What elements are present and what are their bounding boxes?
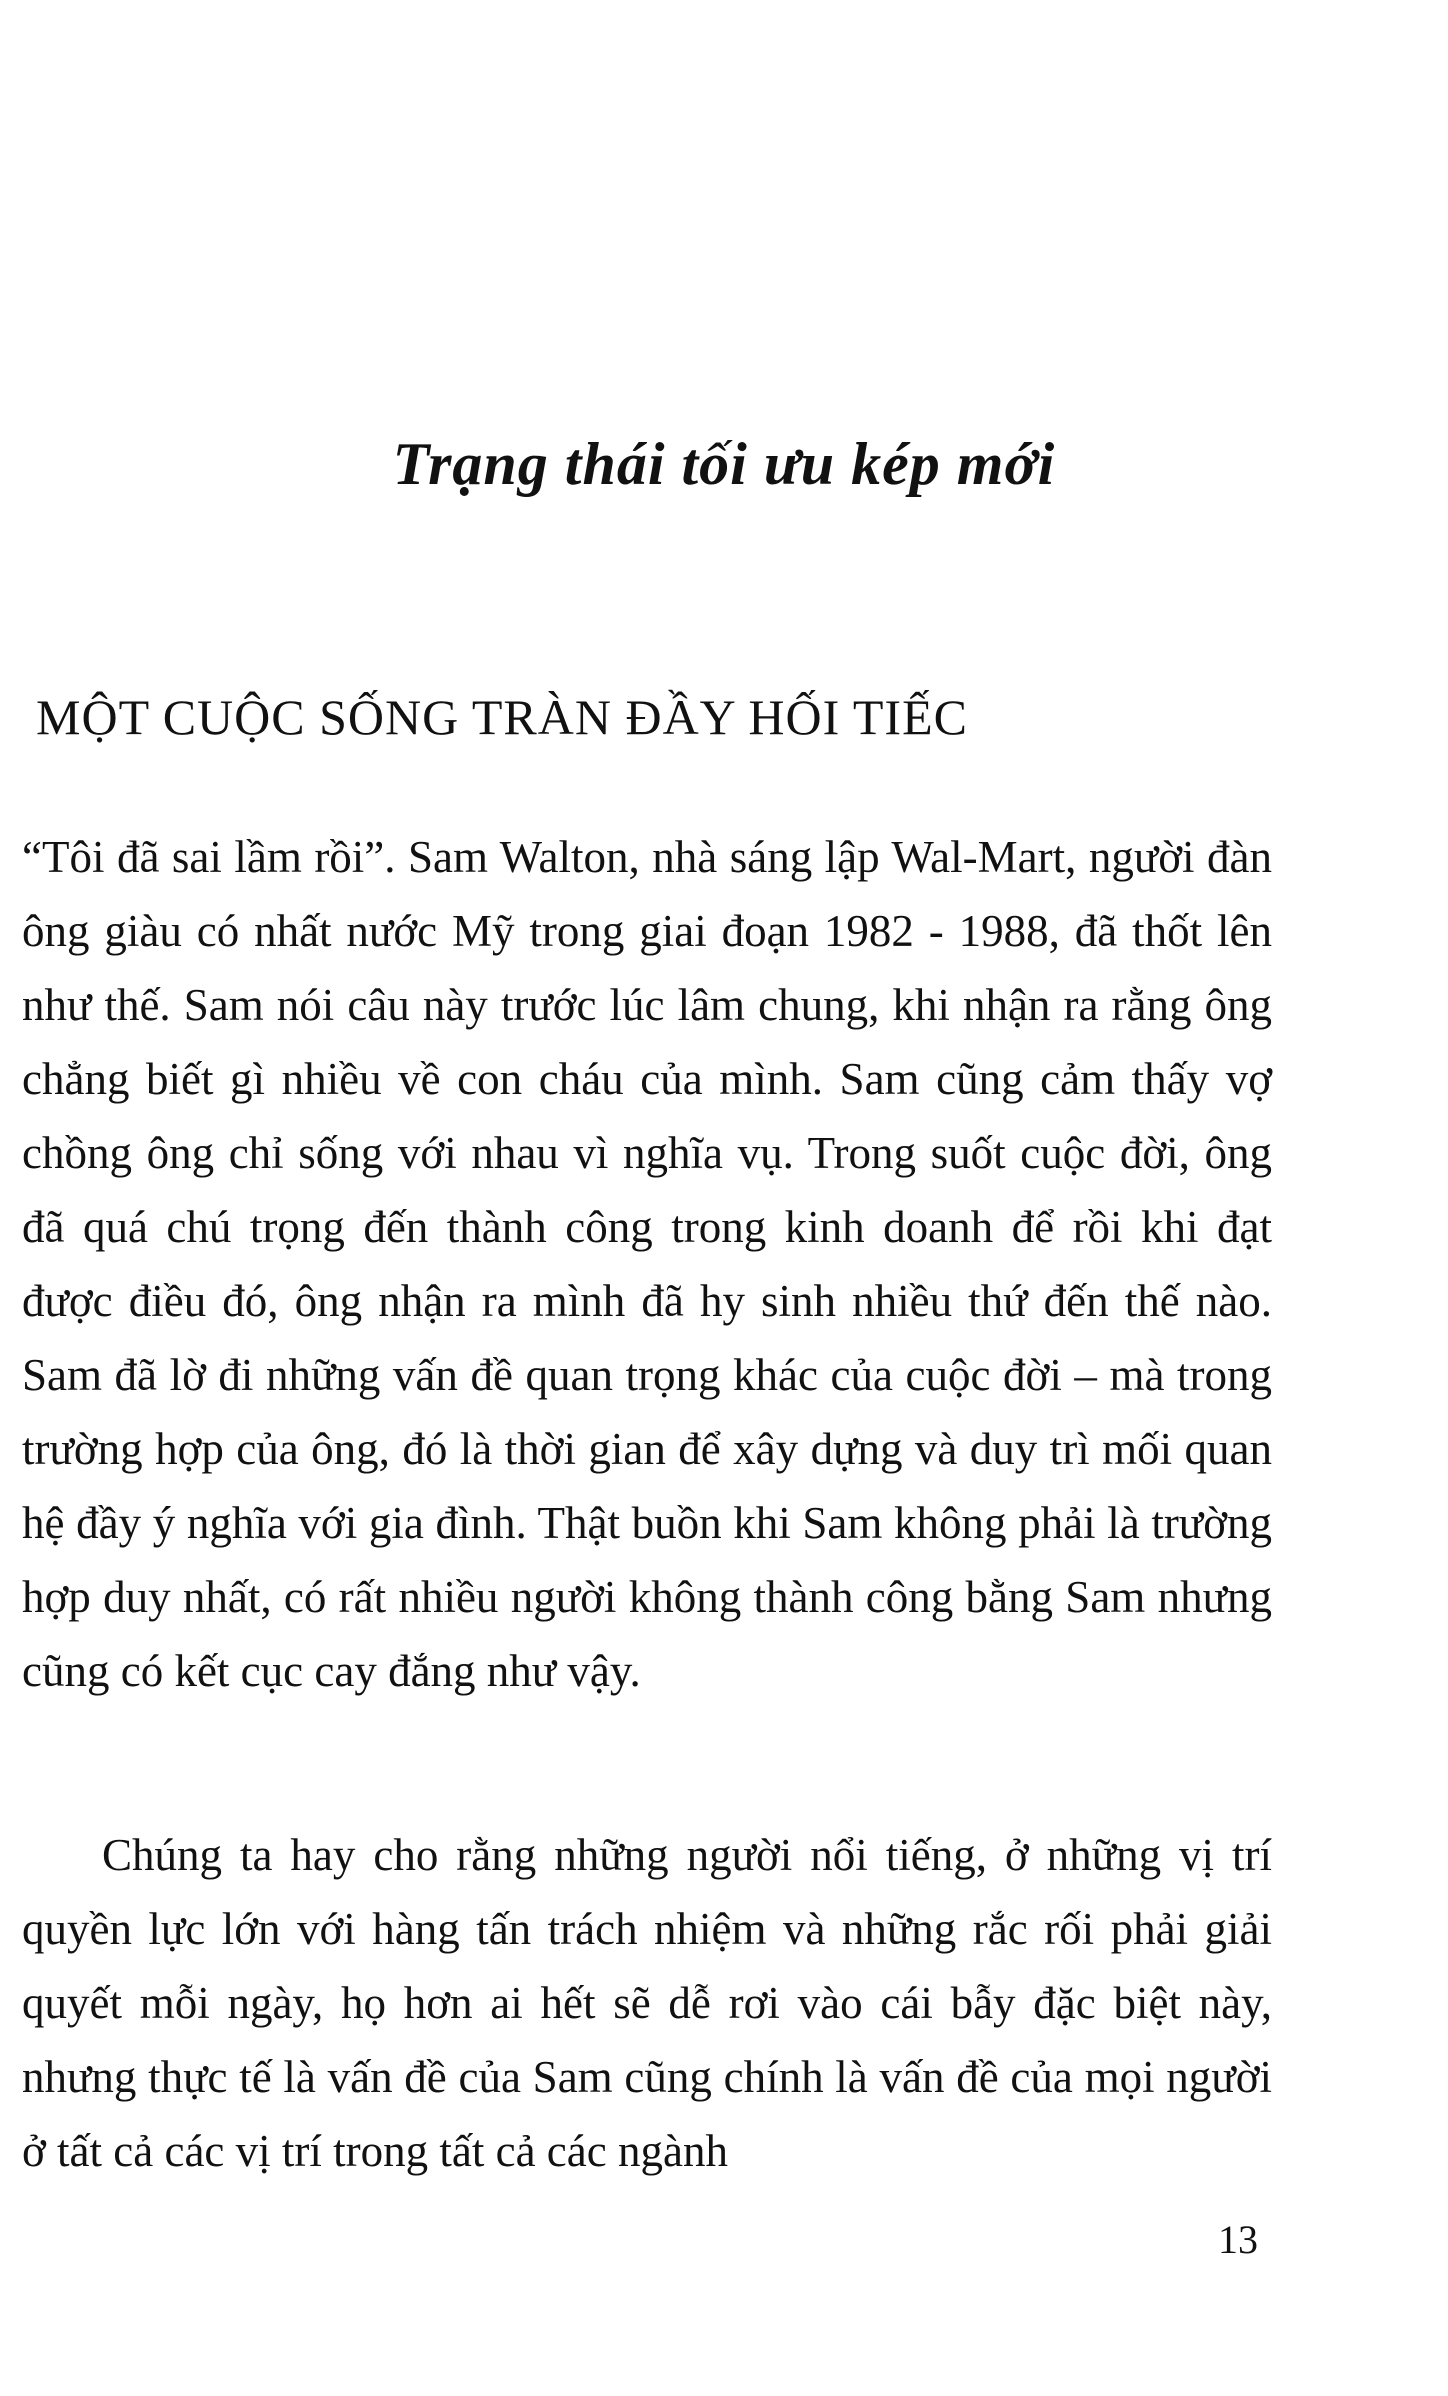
body-paragraph-2: Chúng ta hay cho rằng những người nổi tiếng, ở những vị trí quyền lực lớn với hàng tấn trách nhiệm và những rắc rối phải giải quyết mỗi ngày, họ hơn ai hết sẽ dễ rơi vào cái bẫy đặc biệt này, nhưng thực tế là vấn đề của Sam cũng chính là vấn đề của mọi người ở tất cả các vị trí trong tất cả các ngành bbox=[22, 1830, 1272, 2176]
chapter-title: Trạng thái tối ưu kép mới bbox=[392, 431, 1056, 497]
page-number: 13 bbox=[1218, 2217, 1258, 2262]
body-paragraph-1: “Tôi đã sai lầm rồi”. Sam Walton, nhà sáng lập Wal-Mart, người đàn ông giàu có nhất nước Mỹ trong giai đoạn 1982 - 1988, đã thốt lên như thế. Sam nói câu này trước lúc lâm chung, khi nhận ra rằng ông chẳng biết gì nhiều về con cháu của mình. Sam cũng cảm thấy vợ chồng ông chỉ sống với nhau vì nghĩa vụ. Trong suốt cuộc đời, ông đã quá chú trọng đến thành công trong kinh doanh để rồi khi đạt được điều đó, ông nhận ra mình đã hy sinh nhiều thứ đến thế nào. Sam đã lờ đi những vấn đề quan trọng khác của cuộc đời – mà trong trường hợp của ông, đó là thời gian để xây dựng và duy trì mối quan hệ đầy ý nghĩa với gia đình. Thật buồn khi Sam không phải là trường hợp duy nhất, có rất nhiều người không thành công bằng Sam nhưng cũng có kết cục cay đắng như vậy. bbox=[22, 832, 1272, 1696]
section-heading: MỘT CUỘC SỐNG TRÀN ĐẦY HỐI TIẾC bbox=[36, 689, 968, 745]
